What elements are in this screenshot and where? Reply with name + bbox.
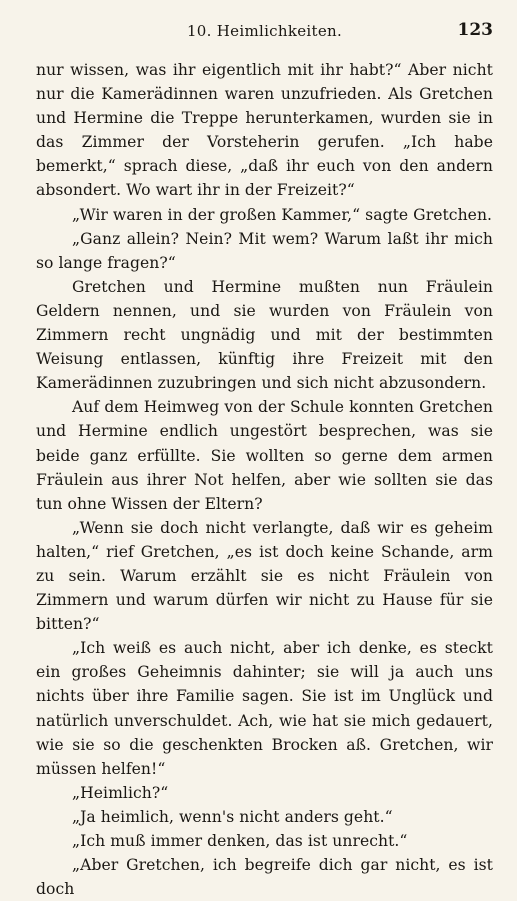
paragraph: Auf dem Heimweg von der Schule konnten Gretchen und Hermine endlich ungestört besprechen, was sie beide ganz erfüllte. Sie wollten so gerne dem armen Fräulein aus ihrer Not helfen, aber wie sollten sie das tun ohne Wissen der Eltern? [36,398,493,513]
paragraph: „Wenn sie doch nicht verlangte, daß wir es geheim halten,“ rief Gretchen, „es ist doch keine Schande, arm zu sein. Warum erzählt sie es nicht Fräulein von Zimmern und warum dürfen wir nicht zu Hause für sie bitten?“ [36,518,493,634]
page-number: 123 [457,20,493,40]
paragraph: „Ganz allein? Nein? Mit wem? Warum laßt ihr mich so lange fragen?“ [36,229,493,272]
running-header [36,18,493,48]
paragraph: Gretchen und Hermine mußten nun Fräulein Geldern nennen, und sie wurden von Fräulein von Zimmern recht ungnädig und mit der bestimmten Weisung entlassen, künftig ihre Freizeit mit den Kamerädinnen zuzubringen und sich nicht abzusondern. [36,277,493,393]
paragraph: „Heimlich?“ [72,783,169,802]
paragraph: „Ja heimlich, wenn's nicht anders geht.“ [72,807,393,826]
paragraph: „Ich weiß es auch nicht, aber ich denke, es steckt ein großes Geheimnis dahinter; sie will ja auch uns nichts über ihre Familie sagen. Sie ist im Unglück und natürlich unverschuldet. Ach, wie hat sie mich gedauert, wie sie so die geschenkten Brocken aß. Gretchen, wir müssen helfen!“ [36,639,493,778]
paragraph: nur wissen, was ihr eigentlich mit ihr habt?“ Aber nicht nur die Kamerädinnen waren unzufrieden. Als Gretchen und Hermine die Treppe herunterkamen, wurden sie in das Zimmer der Vorsteherin gerufen. „Ich habe bemerkt,“ sprach diese, „daß ihr euch von den andern absondert. Wo wart ihr in der Freizeit?“ [36,61,493,200]
paragraph: „Wir waren in der großen Kammer,“ sagte Gretchen. [72,205,493,224]
chapter-title: 10. Heimlichkeiten. [186,22,343,40]
paragraph: „Aber Gretchen, ich begreife dich gar nicht, es ist doch [36,856,493,899]
paragraph: „Ich muß immer denken, das ist unrecht.“ [72,832,408,850]
page-body [36,58,493,901]
